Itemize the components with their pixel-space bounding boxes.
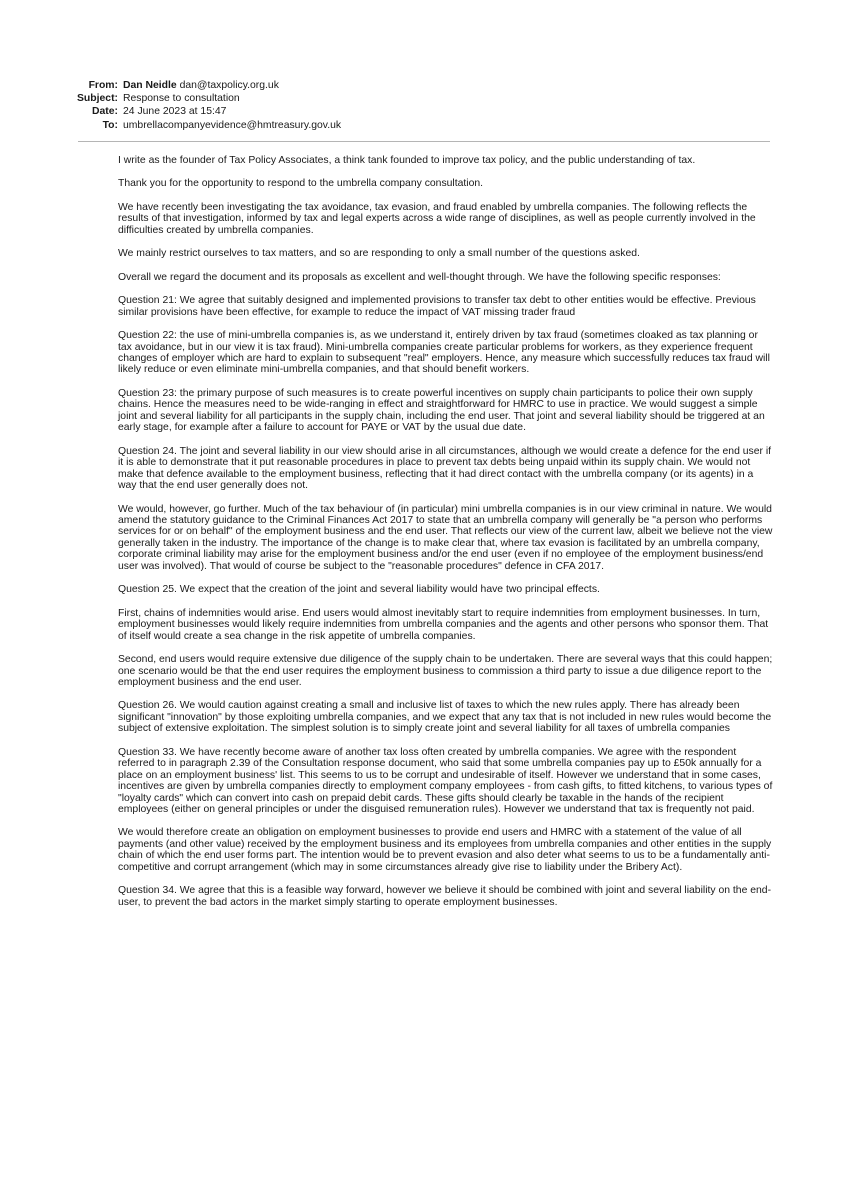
to-row <box>0 119 848 132</box>
header-divider <box>78 141 770 142</box>
date-value: 24 June 2023 at 15:47 <box>123 106 227 118</box>
to-label: To: <box>102 119 118 131</box>
date-row <box>0 105 848 118</box>
paragraph-further: We would, however, go further. Much of the tax behaviour of (in particular) mini umbrella companies is in our view criminal in nature. We would amend the statutory guidance to the Criminal Finances Act 2017 to state that an umbrella company will generally be "a person who performs services for or on behalf" of the employment business and the end user. That reflects our view of the current law, albeit we believe not the view generally taken in the industry. The importance of the change is to make clear that, where tax evasion is facilitated by an umbrella company, corporate criminal liability may arise for the employment business and/or the end user (even if no employee of the employment business/end user was involved). That would of course be subject to the "reasonable procedures" defence in CFA 2017. <box>118 503 773 572</box>
recipient-address[interactable]: umbrellacompanyevidence@hmtreasury.gov.uk <box>123 119 342 131</box>
paragraph-question-34: Question 34. We agree that this is a feasible way forward, however we believe it should be combined with joint and several liability on the end-user, to prevent the bad actors in the market simply starting to operate employment businesses. <box>118 885 772 908</box>
paragraph-thanks: Thank you for the opportunity to respond to the umbrella company consultation. <box>118 178 484 190</box>
paragraph-question-24: Question 24. The joint and several liability in our view should arise in all circumstances, although we would create a defence for the end user if it is able to demonstrate that it put reasonable procedures in place to prevent tax debts being unpaid within its supply chain. We would not make that defence available to the employment business, reflecting that it had direct contact with the umbrella company (or its agents) in a way that the end user generally does not. <box>118 445 772 492</box>
paragraph-question-25: Question 25. We expect that the creation of the joint and several liability would have two principal effects. <box>118 584 600 596</box>
paragraph-question-22: Question 22: the use of mini-umbrella companies is, as we understand it, entirely driven by tax fraud (sometimes cloaked as tax planning or tax avoidance, but in our view it is tax fraud). Mini-umbrella companies create particular problems for workers, as they experience frequent changes of employer which are hard to explain to subsequent "real" employers. Hence, any measure which successfully reduces tax fraud will likely reduce or even eliminate mini-umbrella companies, and that should benefit workers. <box>118 330 770 376</box>
paragraph-scope: We mainly restrict ourselves to tax matters, and so are responding to only a small number of the questions asked. <box>118 248 640 260</box>
paragraph-indemnities: First, chains of indemnities would arise. End users would almost inevitably start to require indemnities from employment businesses. In turn, employment businesses would likely require indemnities from umbrella companies and the agents and other persons who sponsor them. That of itself would create a sea change in the risk appetite of umbrella companies. <box>118 607 769 642</box>
paragraph-question-33: Question 33. We have recently become aware of another tax loss often created by umbrella companies. We agree with the respondent referred to in paragraph 2.39 of the Consultation response document, who said that some umbrella companies pay up to £50k annually for a place on an employment business' list. This seems to us to be corrupt and undesirable of itself. However we understand that in some cases, incentives are given by umbrella companies directly to employment company employees - from cash gifts, to fitted kitchens, to various types of "loyalty cards" which can convert into cash on prepaid debit cards. These gifts should clearly be taxable in the hands of the recipient employees (either on general principles or under the disguised remuneration rules). However we understand that tax is frequently not paid. <box>118 746 773 816</box>
paragraph-investigation: We have recently been investigating the tax avoidance, tax evasion, and fraud enabled by umbrella companies. The following reflects the results of that investigation, informed by tax and legal experts across a wide range of disciplines, as well as people currently involved in the difficulties created by umbrella companies. <box>118 201 756 236</box>
paragraph-overall: Overall we regard the document and its proposals as excellent and well-thought through. We have the following specific responses: <box>118 271 721 283</box>
paragraph-question-21: Question 21: We agree that suitably designed and implemented provisions to transfer tax debt to other entities would be effective. Previous similar provisions have been effective, for example to reduce the impact of VAT missing trader fraud <box>118 295 756 318</box>
from-label: From: <box>88 80 118 91</box>
paragraph-question-26: Question 26. We would caution against creating a small and inclusive list of taxes to which the new rules apply. There has already been significant "innovation" by those exploiting umbrella companies, and we expect that any tax that is not included in new rules would become the subject of extensive exploitation. The simplest solution is to simply create joint and several liability for all taxes of umbrella companies <box>118 700 772 735</box>
email-body <box>118 155 773 920</box>
sender-name: Dan Neidle <box>123 80 177 91</box>
email-header <box>0 79 848 132</box>
paragraph-due-diligence: Second, end users would require extensive due diligence of the supply chain to be undertaken. There are several ways that this could happen; one scenario would be that the end user requires the employment business to commission a third party to issue a due diligence report to the employment business and the end user. <box>118 654 773 688</box>
paragraph-intro: I write as the founder of Tax Policy Associates, a think tank founded to improve tax policy, and the public understanding of tax. <box>118 155 696 166</box>
subject-row <box>0 92 848 105</box>
from-row <box>0 79 848 92</box>
sender-address[interactable]: dan@taxpolicy.org.uk <box>179 80 279 91</box>
paragraph-question-23: Question 23: the primary purpose of such measures is to create powerful incentives on supply chain participants to police their own supply chains. Hence the measures need to be wide-ranging in effect and straightforward for HMRC to use in practice. We would suggest a simple joint and several liability for all participants in the supply chain, including the end user. That joint and several liability should be triggered at an early stage, for example after a failure to account for PAYE or VAT by the usual due date. <box>118 387 765 434</box>
subject-label: Subject: <box>77 93 118 105</box>
paragraph-obligation: We would therefore create an obligation on employment businesses to provide end users and HMRC with a statement of the value of all payments (and other value) received by the employment business and its employees from umbrella companies and other entities in the supply chain of which the end user forms part. The intention would be to prevent evasion and also deter what seems to us to be a fundamentally anti-competitive and corrupt arrangement (which may in some circumstances already give rise to liability under the Bribery Act). <box>118 827 772 873</box>
subject-value: Response to consultation <box>123 93 240 105</box>
from-value <box>123 79 848 92</box>
date-label: Date: <box>92 106 118 118</box>
